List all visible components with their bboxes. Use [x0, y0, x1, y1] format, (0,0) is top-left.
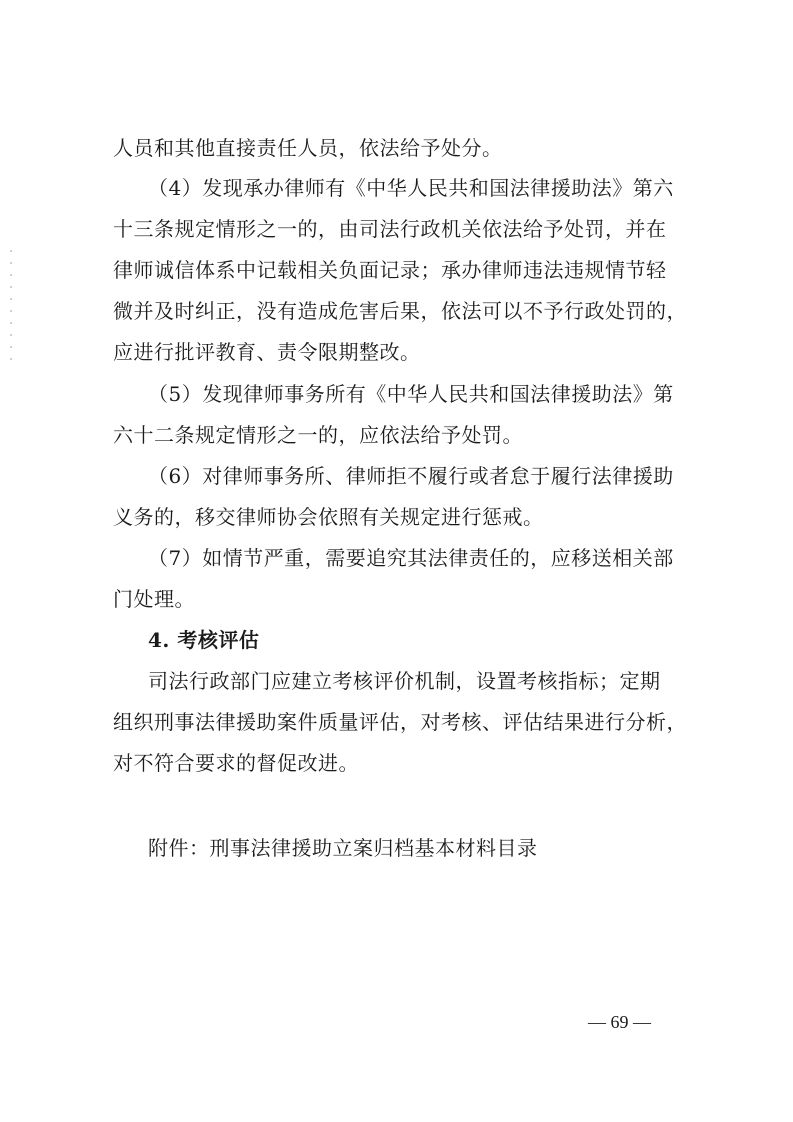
text-line: （5）发现律师事务所有《中华人民共和国法律援助法》第	[148, 382, 674, 406]
text-line: 司法行政部门应建立考核评价机制，设置考核指标；定期	[148, 669, 661, 693]
attachment-line: 附件：刑事法律援助立案归档基本材料目录	[148, 836, 538, 860]
text-line: 律师诚信体系中记载相关负面记录；承办律师违法违规情节轻	[113, 258, 667, 282]
text-line: 应进行批评教育、责令限期整改。	[113, 340, 421, 364]
text-line: 义务的，移交律师协会依照有关规定进行惩戒。	[113, 505, 544, 529]
text-line: 人员和其他直接责任人员，依法给予处分。	[113, 136, 503, 160]
text-line: 对不符合要求的督促改进。	[113, 751, 359, 775]
text-line: （7）如情节严重，需要追究其法律责任的，应移送相关部	[148, 546, 674, 570]
text-line: 门处理。	[113, 587, 195, 611]
text-line: 组织刑事法律援助案件质量评估，对考核、评估结果进行分析，	[113, 710, 687, 734]
text-line: 六十二条规定情形之一的，应依法给予处罚。	[113, 423, 523, 447]
page-number: — 69 —	[588, 1012, 651, 1032]
text-line: 微并及时纠正，没有造成危害后果，依法可以不予行政处罚的，	[113, 299, 687, 323]
section-heading: 4. 考核评估	[148, 628, 260, 652]
text-line: （6）对律师事务所、律师拒不履行或者怠于履行法律援助	[148, 464, 674, 488]
text-line: （4）发现承办律师有《中华人民共和国法律援助法》第六	[148, 176, 674, 200]
binding-marks	[10, 250, 12, 370]
text-line: 十三条规定情形之一的，由司法行政机关依法给予处罚，并在	[113, 217, 667, 241]
